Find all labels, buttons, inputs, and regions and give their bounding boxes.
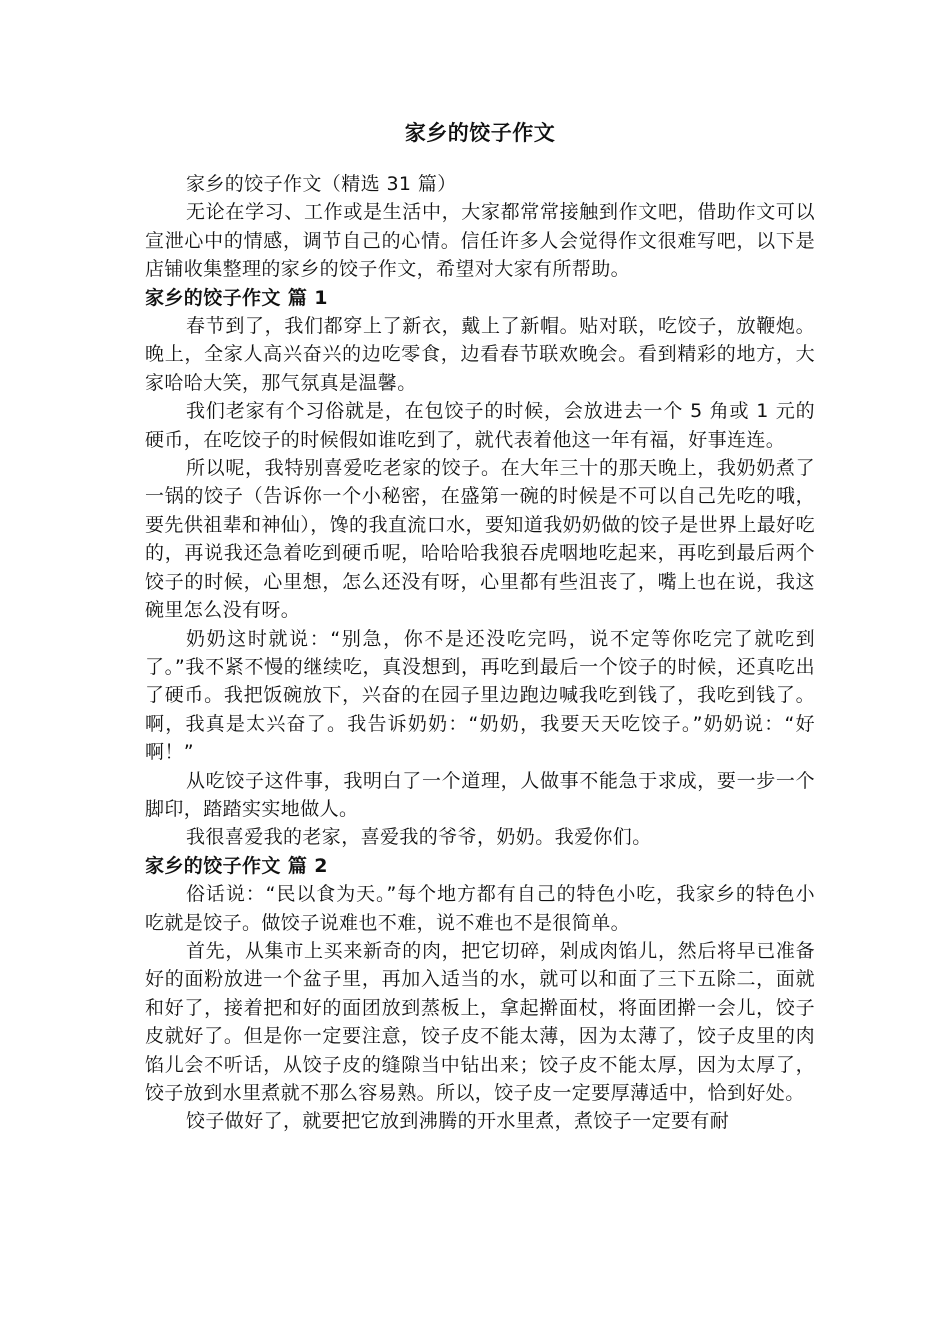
document-page xyxy=(145,112,815,1136)
document-title: 家乡的饺子作文 xyxy=(404,121,556,145)
intro-paragraph: 无论在学习、工作或是生活中，大家都常常接触到作文吧，借助作文可以宣泄心中的情感，调节自己的心情。信任许多人会觉得作文很难写吧，以下是店铺收集整理的家乡的饺子作文，希望对大家有所帮助。 xyxy=(145,201,815,281)
section1-paragraph: 我们老家有个习俗就是，在包饺子的时候，会放进去一个 5 角或 1 元的硬币，在吃饺子的时候假如谁吃到了，就代表着他这一年有福，好事连连。 xyxy=(145,400,815,451)
section-heading-2: 家乡的饺子作文 篇 2 xyxy=(145,854,328,877)
section2-paragraph: 俗话说：“民以食为天。”每个地方都有自己的特色小吃，我家乡的特色小吃就是饺子。做饺子说难也不难，说不难也不是很简单。 xyxy=(145,883,815,934)
section-heading-1: 家乡的饺子作文 篇 1 xyxy=(145,286,328,309)
section2-paragraph: 饺子做好了，就要把它放到沸腾的开水里煮，煮饺子一定要有耐 xyxy=(186,1110,730,1133)
section1-paragraph: 我很喜爱我的老家，喜爱我的爷爷，奶奶。我爱你们。 xyxy=(186,826,652,849)
intro-subtitle: 家乡的饺子作文（精选 31 篇） xyxy=(186,173,457,195)
section1-paragraph: 奶奶这时就说：“别急，你不是还没吃完吗，说不定等你吃完了就吃到了。”我不紧不慢的继续吃，真没想到，再吃到最后一个饺子的时候，还真吃出了硬币。我把饭碗放下，兴奋的在园子里边跑边喊我吃到钱了，我吃到钱了。啊，我真是太兴奋了。我告诉奶奶：“奶奶，我要天天吃饺子。”奶奶说：“好啊！” xyxy=(145,627,815,764)
section2-paragraph: 首先，从集市上买来新奇的肉，把它切碎，剁成肉馅儿，然后将早已准备好的面粉放进一个盆子里，再加入适当的水，就可以和面了三下五除二，面就和好了，接着把和好的面团放到蒸板上，拿起擀面杖，将面团擀一会儿，饺子皮就好了。但是你一定要注意，饺子皮不能太薄，因为太薄了，饺子皮里的肉馅儿会不听话，从饺子皮的缝隙当中钻出来；饺子皮不能太厚，因为太厚了，饺子放到水里煮就不那么容易熟。所以，饺子皮一定要厚薄适中，恰到好处。 xyxy=(145,939,815,1104)
section1-paragraph: 从吃饺子这件事，我明白了一个道理，人做事不能急于求成，要一步一个脚印，踏踏实实地做人。 xyxy=(145,769,815,820)
section1-paragraph: 所以呢，我特别喜爱吃老家的饺子。在大年三十的那天晚上，我奶奶煮了一锅的饺子（告诉你一个小秘密，在盛第一碗的时候是不可以自己先吃的哦，要先供祖辈和神仙），馋的我直流口水，要知道我奶奶做的饺子是世界上最好吃的，再说我还急着吃到硬币呢，哈哈哈我狼吞虎咽地吃起来，再吃到最后两个饺子的时候，心里想，怎么还没有呀，心里都有些沮丧了，嘴上也在说，我这碗里怎么没有呀。 xyxy=(145,457,815,622)
section1-paragraph: 春节到了，我们都穿上了新衣，戴上了新帽。贴对联，吃饺子，放鞭炮。晚上，全家人高兴奋兴的边吃零食，边看春节联欢晚会。看到精彩的地方，大家哈哈大笑，那气氛真是温馨。 xyxy=(145,315,815,394)
